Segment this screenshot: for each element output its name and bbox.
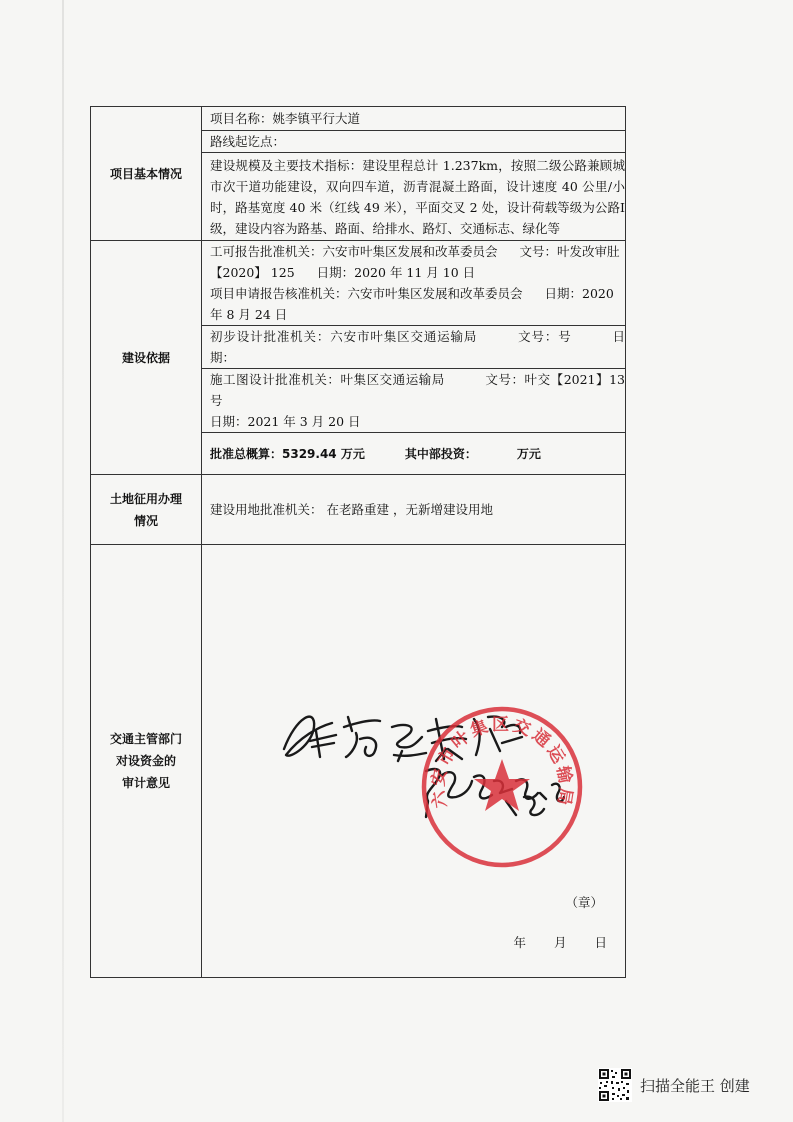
construction-basis-label: 建设依据	[91, 241, 202, 475]
feasibility-authority: 工可报告批准机关：六安市叶集区发展和改革委员会	[210, 244, 498, 259]
construction-date: 日期：2021 年 3 月 20 日	[210, 414, 361, 429]
audit-label-line3: 审计意见	[121, 776, 170, 790]
scanner-credit-text: 扫描全能王 创建	[640, 1076, 750, 1095]
page-shadow	[62, 0, 64, 1122]
qr-code-icon	[598, 1068, 632, 1102]
feasibility-docno-number: 【2020】 125	[210, 265, 295, 280]
scanner-watermark	[598, 1068, 750, 1102]
basic-info-label: 项目基本情况	[91, 107, 202, 241]
land-label-line1: 土地征用办理	[109, 491, 182, 506]
prelim-docno: 文号：号	[517, 329, 572, 344]
audit-label-line2: 对设资金的	[115, 754, 176, 768]
registration-form-table	[90, 106, 626, 978]
land-acquisition-field: 建设用地批准机关： 在老路重建 ，无新增建设用地	[202, 475, 626, 545]
budget-total: 批准总概算：5329.44 万元	[210, 446, 365, 461]
audit-opinion-field	[202, 545, 626, 978]
prelim-date: 日期：	[210, 329, 625, 365]
seal-text: 六安市叶集区交通运输局	[428, 714, 576, 810]
application-date-a: 日期：2020	[544, 286, 614, 301]
central-investment: 其中部投资：	[404, 446, 477, 461]
feasibility-field	[202, 241, 626, 326]
seal-note: （章）	[565, 895, 603, 910]
audit-label-line1: 交通主管部门	[109, 732, 182, 746]
central-investment-unit: 万元	[516, 446, 541, 461]
land-acquisition-label	[91, 475, 202, 545]
construction-drawing-field	[202, 369, 626, 433]
land-label-line2: 情况	[133, 513, 158, 528]
route-field: 路线起讫点：	[202, 131, 626, 153]
project-name-field: 项目名称：姚李镇平行大道	[202, 107, 626, 131]
audit-opinion-label	[91, 545, 202, 978]
date-line	[489, 933, 607, 951]
scale-field: 建设规模及主要技术指标：建设里程总计 1.237km，按照二级公路兼顾城市次干道功能建设，双向四车道，沥青混凝土路面，设计速度 40 公里/小时，路基宽度 40 米（红线 49 米），平面交叉 2 处，设计荷载等级为公路Ⅰ级，建设内容为路基、路面、给排水、路灯、交通标志、绿化等	[202, 153, 626, 241]
construction-docno: 文号：叶交【2021】13 号	[210, 372, 625, 408]
budget-field	[202, 433, 626, 475]
application-date-b: 年 8 月 24 日	[210, 307, 288, 322]
date-month: 月	[553, 935, 567, 950]
application-authority: 项目申请报告核准机关：六安市叶集区发展和改革委员会	[210, 286, 523, 301]
feasibility-date: 日期：2020 年 11 月 10 日	[316, 265, 476, 280]
prelim-authority: 初步设计批准机关：六安市叶集区交通运输局	[210, 329, 478, 344]
construction-authority: 施工图设计批准机关：叶集区交通运输局	[210, 372, 445, 387]
prelim-design-field	[202, 326, 626, 369]
date-day: 日	[594, 935, 607, 950]
seal-star-icon	[474, 759, 530, 811]
official-seal	[418, 703, 586, 871]
feasibility-docno: 文号：叶发改审肚	[519, 244, 620, 259]
date-year: 年	[513, 935, 526, 950]
